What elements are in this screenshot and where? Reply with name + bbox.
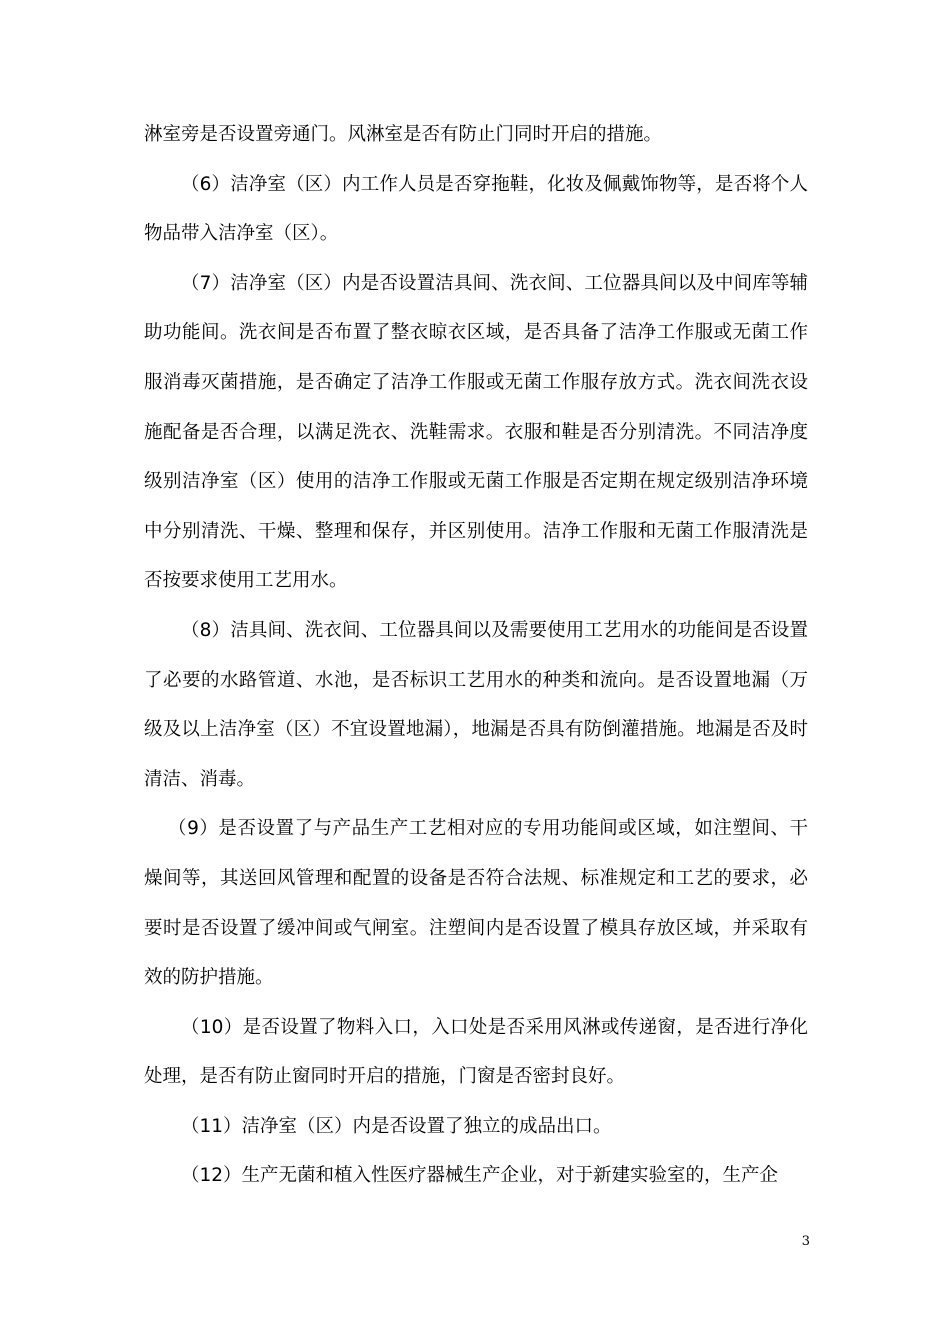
page-number: 3 xyxy=(801,1234,810,1249)
paragraph-item-6: （6）洁净室（区）内工作人员是否穿拖鞋，化妆及佩戴饰物等，是否将个人物品带入洁净室（区）。 xyxy=(144,173,808,245)
paragraph-item-10: （10）是否设置了物料入口，入口处是否采用风淋或传递窗，是否进行净化处理，是否有防止窗同时开启的措施，门窗是否密封良好。 xyxy=(144,1016,808,1088)
paragraph-item-8: （8）洁具间、洗衣间、工位器具间以及需要使用工艺用水的功能间是否设置了必要的水路管道、水池，是否标识工艺用水的种类和流向。是否设置地漏（万级及以上洁净室（区）不宜设置地漏），地漏是否具有防倒灌措施。地漏是否及时清洁、消毒。 xyxy=(144,619,808,790)
paragraph-item-11: （11）洁净室（区）内是否设置了独立的成品出口。 xyxy=(181,1115,612,1137)
paragraph-item-12: （12）生产无菌和植入性医疗器械生产企业，对于新建实验室的，生产企 xyxy=(181,1165,779,1187)
document-body xyxy=(144,110,808,1201)
paragraph-item-7: （7）洁净室（区）内是否设置洁具间、洗衣间、工位器具间以及中间库等辅助功能间。洗衣间是否布置了整衣晾衣区域，是否具备了洁净工作服或无菌工作服消毒灭菌措施，是否确定了洁净工作服或无菌工作服存放方式。洗衣间洗衣设施配备是否合理，以满足洗衣、洗鞋需求。衣服和鞋是否分别清洗。不同洁净度级别洁净室（区）使用的洁净工作服或无菌工作服是否定期在规定级别洁净环境中分别清洗、干燥、整理和保存，并区别使用。洁净工作服和无菌工作服清洗是否按要求使用工艺用水。 xyxy=(144,272,808,592)
paragraph-continuation: 淋室旁是否设置旁通门。风淋室是否有防止门同时开启的措施。 xyxy=(144,124,663,145)
paragraph-item-9: （9）是否设置了与产品生产工艺相对应的专用功能间或区域，如注塑间、干燥间等，其送回风管理和配置的设备是否符合法规、标准规定和工艺的要求，必要时是否设置了缓冲间或气闸室。注塑间内是否设置了模具存放区域，并采取有效的防护措施。 xyxy=(144,818,808,989)
